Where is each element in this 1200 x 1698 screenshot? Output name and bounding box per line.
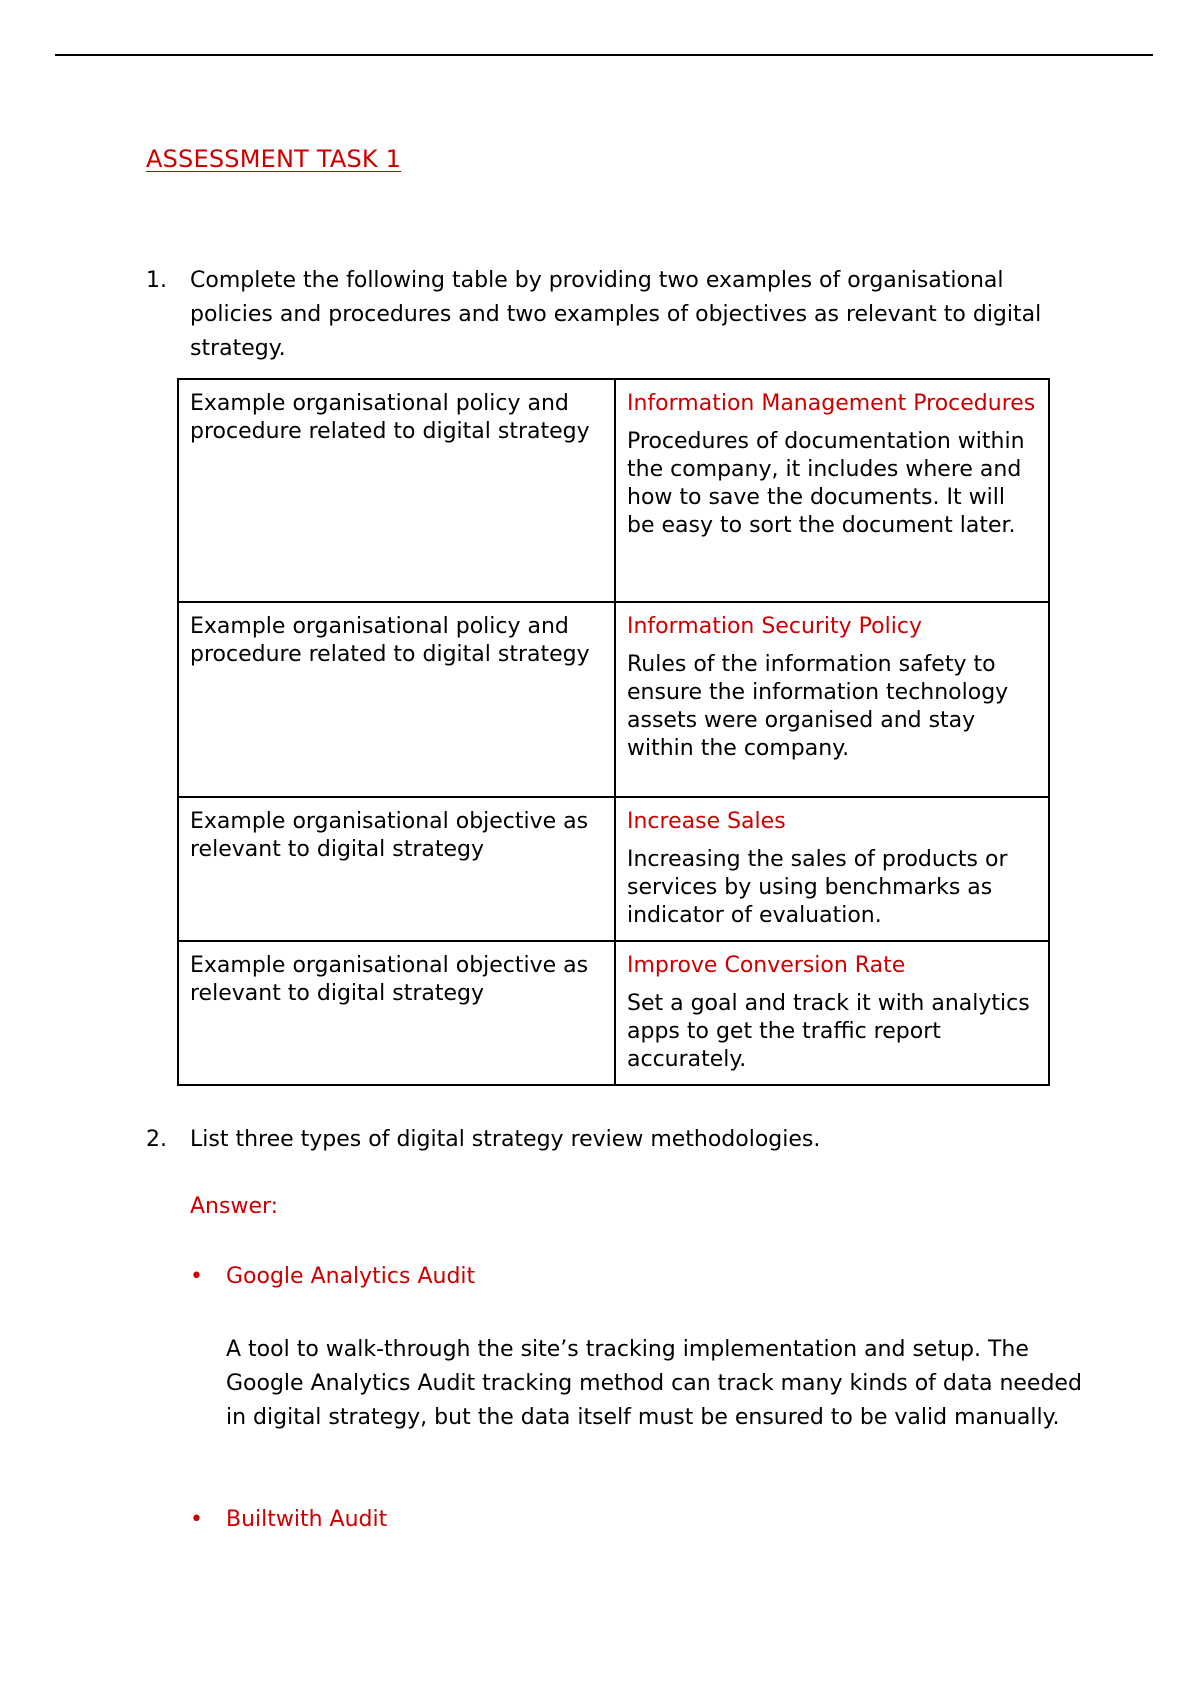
method-title: Builtwith Audit: [226, 1507, 388, 1532]
header-rule: [55, 54, 1153, 56]
table-row: [178, 602, 1049, 797]
question-1-number: 1.: [146, 268, 167, 293]
answer-heading: Information Management Procedures: [627, 391, 1036, 416]
row-label-cell: [178, 941, 615, 1085]
answer-body: Set a goal and track it with analytics apps to get the traffic report accurately.: [627, 991, 1030, 1072]
row-answer-cell: [615, 602, 1049, 797]
table-row: [178, 941, 1049, 1085]
row-label-cell: [178, 797, 615, 941]
row-label: Example organisational policy and procedure related to digital strategy: [190, 391, 590, 444]
row-label: Example organisational objective as relevant to digital strategy: [190, 953, 589, 1006]
policies-objectives-table: [177, 378, 1050, 1086]
answer-heading: Improve Conversion Rate: [627, 953, 906, 978]
method-description: A tool to walk-through the site’s tracking implementation and setup. The Google Analytics Audit tracking method can track many kinds of data needed in digital strategy, but the data itself must be ensured to be valid manually.: [226, 1337, 1082, 1430]
question-1-text: Complete the following table by providing two examples of organisational policies and procedures and two examples of objectives as relevant to digital strategy.: [190, 268, 1042, 361]
answer-label: Answer:: [190, 1194, 279, 1219]
row-label: Example organisational objective as relevant to digital strategy: [190, 809, 589, 862]
row-answer-cell: [615, 379, 1049, 602]
answer-heading: Increase Sales: [627, 809, 786, 834]
page-title: ASSESSMENT TASK 1: [146, 145, 402, 173]
answer-body: Procedures of documentation within the company, it includes where and how to save the documents. It will be easy to sort the document later.: [627, 429, 1025, 538]
method-title: Google Analytics Audit: [226, 1264, 476, 1289]
table-row: [178, 797, 1049, 941]
answer-heading: Information Security Policy: [627, 614, 922, 639]
row-label: Example organisational policy and procedure related to digital strategy: [190, 614, 590, 667]
row-answer-cell: [615, 797, 1049, 941]
bullet-icon: •: [190, 1264, 203, 1289]
question-2-text: List three types of digital strategy review methodologies.: [190, 1127, 821, 1152]
row-answer-cell: [615, 941, 1049, 1085]
answer-body: Increasing the sales of products or services by using benchmarks as indicator of evaluation.: [627, 847, 1008, 928]
bullet-icon: •: [190, 1507, 203, 1532]
question-2-number: 2.: [146, 1127, 167, 1152]
table-row: [178, 379, 1049, 602]
row-label-cell: [178, 379, 615, 602]
row-label-cell: [178, 602, 615, 797]
answer-body: Rules of the information safety to ensure the information technology assets were organised and stay within the company.: [627, 652, 1009, 761]
